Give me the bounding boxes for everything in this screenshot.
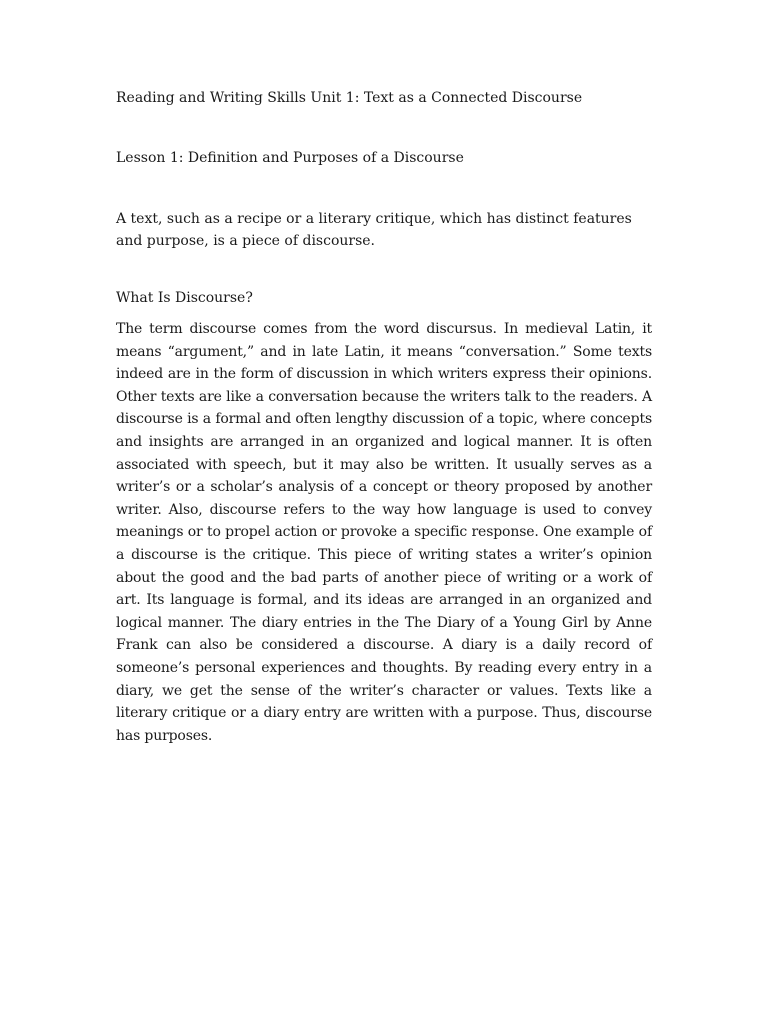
intro-paragraph: A text, such as a recipe or a literary critique, which has distinct features and purpose, is a piece of discourse. [116, 211, 632, 249]
section-heading: What Is Discourse? [116, 290, 253, 306]
lesson-heading: Lesson 1: Definition and Purposes of a Discourse [116, 150, 464, 166]
body-paragraph: The term discourse comes from the word discursus. In medieval Latin, it means “argument,” and in late Latin, it means “conversation.” Some texts indeed are in the form of discussion in which writers express their opinions. Other texts are like a conversation because the writers talk to the readers. A discourse is a formal and often lengthy discussion of a topic, where concepts and insights are arranged in an organized and logical manner. It is often associated with speech, but it may also be written. It usually serves as a writer’s or a scholar’s analysis of a concept or theory proposed by another writer. Also, discourse refers to the way how language is used to convey meanings or to propel action or provoke a specific response. One example of a discourse is the critique. This piece of writing states a writer’s opinion about the good and the bad parts of another piece of writing or a work of art. Its language is formal, and its ideas are arranged in an organized and logical manner. The diary entries in the The Diary of a Young Girl by Anne Frank can also be considered a discourse. A diary is a daily record of someone’s personal experiences and thoughts. By reading every entry in a diary, we get the sense of the writer’s character or values. Texts like a literary critique or a diary entry are written with a purpose. Thus, discourse has purposes. [116, 321, 652, 744]
document-title: Reading and Writing Skills Unit 1: Text as a Connected Discourse [116, 90, 583, 106]
